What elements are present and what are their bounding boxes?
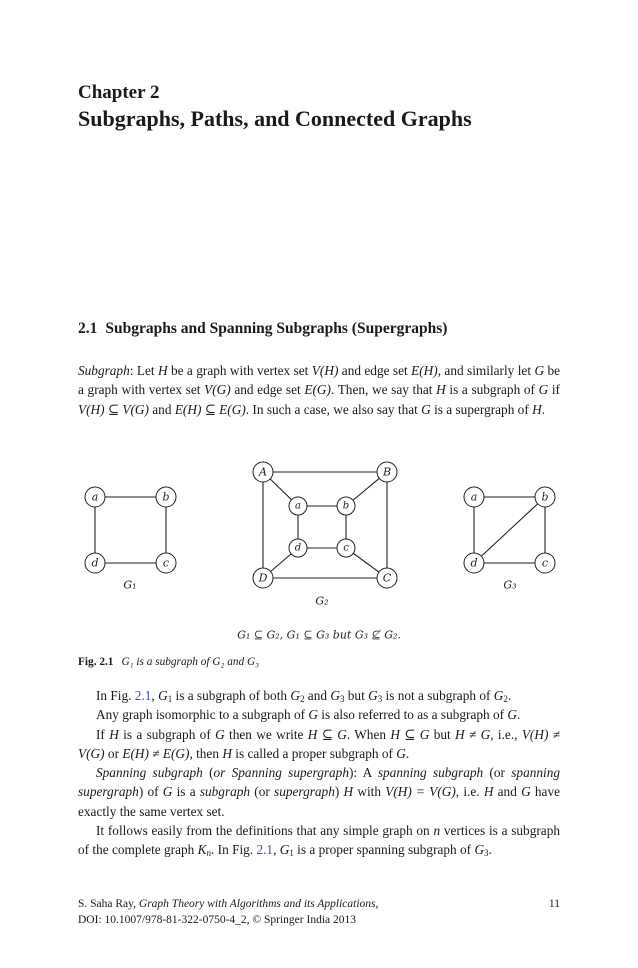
page-footer (78, 896, 560, 928)
subgraph-relation: G₁ ⊆ G₂, G₁ ⊆ G₃ but G₃ ⊈ G₂. (237, 628, 401, 642)
definition-paragraph: Subgraph: Let H be a graph with vertex set V(H) and edge set E(H), and similarly let G be a graph with vertex set V(G) and edge set E(G). Then, we say that H is a subgraph of G if V(H) ⊆ V(G) and E(H) ⊆ E(G). In such a case, we also say that G is a supergraph of H. (78, 363, 561, 417)
g2-label-A: A (259, 465, 267, 479)
term-subgraph: Subgraph (78, 363, 130, 378)
g2-label-C: C (382, 571, 392, 585)
g1-label-b: b (162, 490, 170, 504)
g3-edge-db (474, 497, 545, 563)
g1-label-c: c (162, 556, 170, 570)
graph-label-g1: G₁ (123, 578, 137, 592)
section-heading (78, 320, 578, 338)
g3-label-a: a (470, 490, 478, 504)
g2-label-a: a (295, 500, 301, 512)
footer-doi: DOI: 10.1007/978-81-322-0750-4_2, © Springer India 2013 (78, 914, 356, 926)
caption-label: Fig. 2.1 (78, 656, 114, 668)
chapter-title: Subgraphs, Paths, and Connected Graphs (78, 106, 472, 131)
paragraph-spanning: Spanning subgraph (or Spanning supergraph): A spanning subgraph (or spanning supergraph) of G is a subgraph (or supergraph) H with V(H) = V(G), i.e. H and G have exactly the same vertex set. (78, 765, 561, 819)
book-title: Graph Theory with Algorithms and its Applications (138, 898, 376, 910)
figure-graphs (60, 455, 580, 655)
chapter-label: Chapter 2 (78, 82, 160, 103)
g2-label-d: d (294, 542, 302, 554)
footer-citation: S. Saha Ray, Graph Theory with Algorithms and its Applications, (78, 898, 379, 910)
g2-label-B: B (382, 465, 392, 479)
graph-label-g3: G₃ (503, 578, 517, 592)
g2-label-D: D (258, 571, 268, 585)
paragraph-isomorphic: Any graph isomorphic to a subgraph of G is also referred to as a subgraph of G. (96, 707, 521, 723)
g2-label-c: c (343, 542, 349, 554)
section-number: 2.1 (78, 320, 98, 337)
page-number: 11 (548, 898, 560, 910)
g1-label-d: d (91, 556, 99, 570)
figure-caption (78, 656, 259, 668)
g3-label-b: b (541, 490, 549, 504)
g3-label-d: d (470, 556, 478, 570)
body-paragraphs (78, 686, 560, 860)
caption-text: G₁ is a subgraph of G₂ and G₃ (121, 656, 260, 668)
section-title: Subgraphs and Spanning Subgraphs (Supergraphs) (105, 320, 448, 337)
paragraph-complete-graph: It follows easily from the definitions that any simple graph on n vertices is a subgraph of the complete graph $K_n$. In Fig. 2.1, $G_1$ is a proper spanning subgraph of $G_3$. (78, 823, 560, 859)
g3-label-c: c (541, 556, 549, 570)
figure-link-2[interactable]: 2.1 (256, 842, 274, 858)
figure-link[interactable]: 2.1 (134, 688, 152, 703)
g2-label-b: b (342, 500, 350, 512)
g1-label-a: a (91, 490, 99, 504)
paragraph-fig-ref: In Fig. 2.1, $G_1$ is a subgraph of both $G_2$ and $G_3$ but $G_3$ is not a subgraph of $G_2$. (96, 688, 512, 704)
graph-label-g2: G₂ (315, 594, 329, 608)
paragraph-proper-subgraph: If H is a subgraph of G then we write H ⊆ G. When H ⊆ G but H ≠ G, i.e., V(H) ≠ V(G) or E(H) ≠ E(G), then H is called a proper subgraph of G. (78, 726, 561, 761)
